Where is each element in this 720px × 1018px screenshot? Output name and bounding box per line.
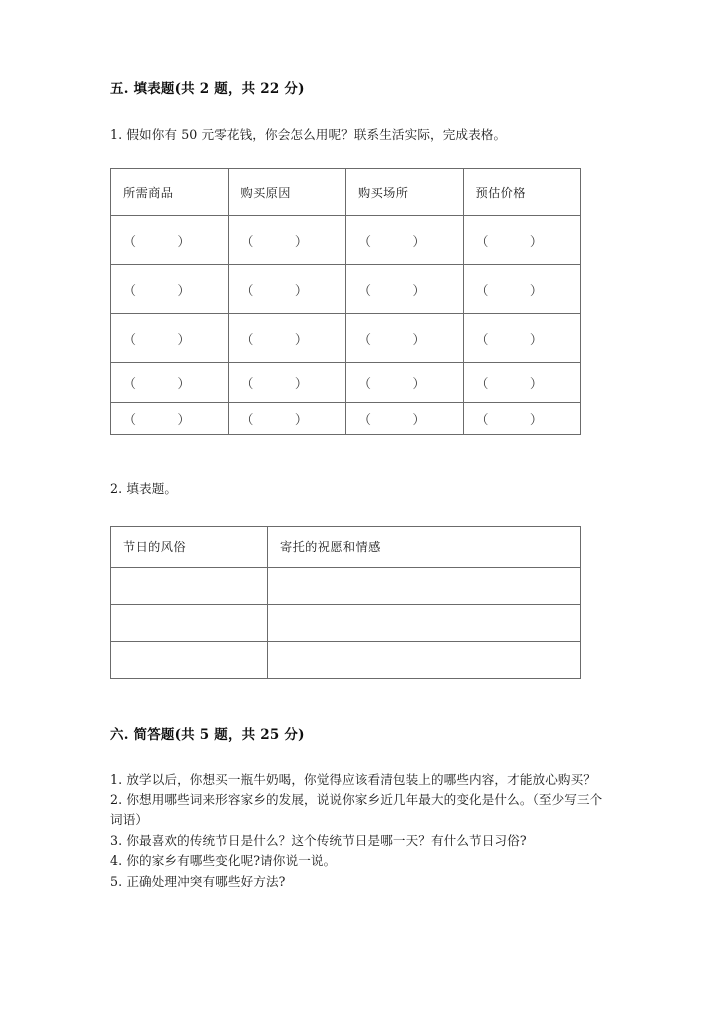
answer-cell[interactable] [463,216,581,265]
answer-parentheses: （ ） [475,234,543,250]
answer-parentheses: （ ） [123,283,191,299]
answer-cell[interactable] [228,265,346,314]
answer-parentheses: （ ） [475,283,543,299]
question-six-3: 3. 你最喜欢的传统节日是什么？这个传统节日是哪一天？有什么节日习俗? [110,832,527,848]
answer-cell[interactable] [346,403,464,435]
section-heading-six: 六. 简答题(共 5 题，共 25 分) [110,726,305,743]
spending-plan-table [110,168,581,435]
answer-cell[interactable] [111,641,268,678]
table-row [111,216,581,265]
answer-parentheses: （ ） [123,332,191,348]
answer-parentheses: （ ） [358,283,426,299]
question-six-4: 4. 你的家乡有哪些变化呢?请你说一说。 [110,853,337,869]
table-row [111,641,581,678]
answer-parentheses: （ ） [475,377,543,393]
table-header-row [111,526,581,567]
answer-parentheses: （ ） [123,413,191,429]
answer-cell[interactable] [228,216,346,265]
column-header-place: 购买场所 [346,169,464,216]
table-header-row [111,169,581,216]
spacer [110,99,610,125]
page-content [110,80,610,892]
question-six-1: 1. 放学以后，你想买一瓶牛奶喝，你觉得应该看清包装上的哪些内容，才能放心购买？ [110,771,596,787]
answer-cell[interactable] [463,314,581,363]
section-heading-five: 五. 填表题(共 2 题，共 22 分) [110,81,305,97]
table-row [111,604,581,641]
answer-parentheses: （ ） [475,332,543,348]
answer-cell[interactable] [228,314,346,363]
answer-cell[interactable] [111,314,229,363]
answer-cell[interactable] [228,403,346,435]
answer-parentheses: （ ） [475,413,543,429]
table-row [111,567,581,604]
answer-cell[interactable] [346,314,464,363]
answer-parentheses: （ ） [240,332,308,348]
answer-cell[interactable] [111,363,229,403]
answer-cell[interactable] [268,641,581,678]
answer-cell[interactable] [228,363,346,403]
answer-cell[interactable] [111,265,229,314]
answer-parentheses: （ ） [358,332,426,348]
question-six-5: 5. 正确处理冲突有哪些好方法? [110,873,286,889]
answer-cell[interactable] [268,567,581,604]
answer-cell[interactable] [111,604,268,641]
answer-parentheses: （ ） [240,413,308,429]
table-row [111,265,581,314]
column-header-item: 所需商品 [111,169,229,216]
answer-parentheses: （ ） [358,234,426,250]
spacer [110,500,610,526]
answer-cell[interactable] [111,216,229,265]
table-row [111,314,581,363]
answer-cell[interactable] [111,567,268,604]
spacer [110,745,610,770]
question-list-six [110,770,610,892]
spacer [110,435,610,479]
answer-cell[interactable] [463,363,581,403]
spacer [110,145,610,168]
answer-cell[interactable] [346,216,464,265]
answer-cell[interactable] [463,265,581,314]
answer-cell[interactable] [346,265,464,314]
question-five-1: 1. 假如你有 50 元零花钱，你会怎么用呢？联系生活实际，完成表格。 [110,126,507,142]
column-header-reason: 购买原因 [228,169,346,216]
spacer [110,679,610,726]
answer-cell[interactable] [111,403,229,435]
column-header-price: 预估价格 [463,169,581,216]
answer-parentheses: （ ） [240,283,308,299]
answer-cell[interactable] [346,363,464,403]
answer-parentheses: （ ） [123,377,191,393]
question-five-2: 2. 填表题。 [110,481,178,497]
answer-cell[interactable] [268,604,581,641]
answer-cell[interactable] [463,403,581,435]
table-row [111,403,581,435]
column-header-wish: 寄托的祝愿和情感 [268,526,581,567]
answer-parentheses: （ ） [358,377,426,393]
question-six-2: 2. 你想用哪些词来形容家乡的发展，说说你家乡近几年最大的变化是什么。（至少写三个词语） [110,791,603,828]
answer-parentheses: （ ） [240,377,308,393]
answer-parentheses: （ ） [240,234,308,250]
festival-customs-table [110,526,581,679]
table-row [111,363,581,403]
column-header-custom: 节日的风俗 [111,526,268,567]
answer-parentheses: （ ） [358,413,426,429]
answer-parentheses: （ ） [123,234,191,250]
